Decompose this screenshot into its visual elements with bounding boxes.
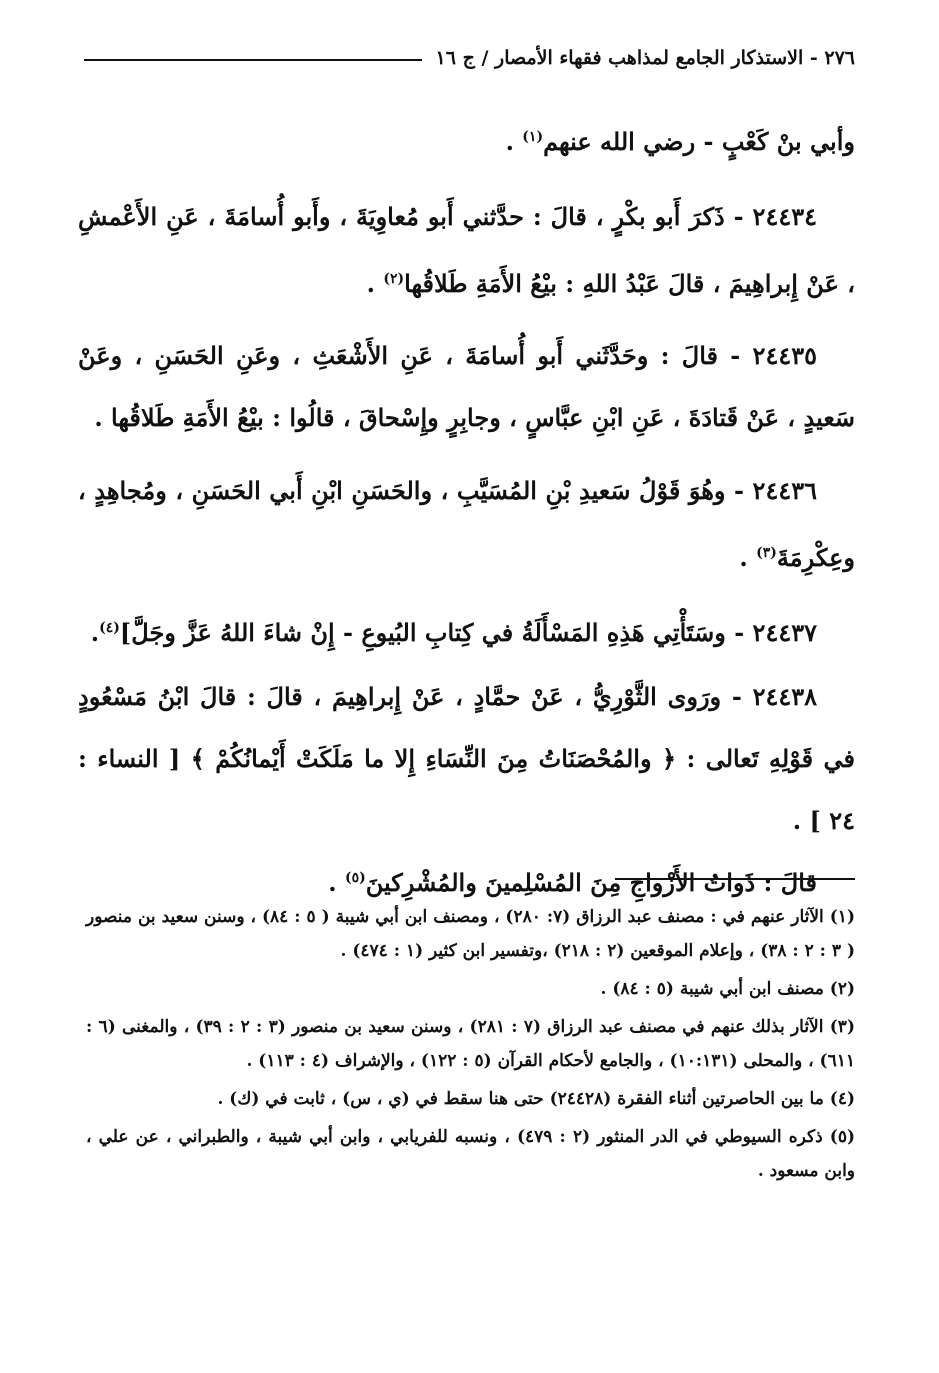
footnote-ref: (٥) xyxy=(345,870,366,886)
footnote-2: (٢) مصنف ابن أبي شيبة (٥ : ٨٤) . xyxy=(600,979,855,999)
paragraph-text: قالَ : ذَواتُ الأَزْواجِ مِنَ المُسْلِمينَ والمُشْرِكينَ xyxy=(365,868,817,897)
footnote-1: (١) الآثار عنهم في : مصنف عبد الرزاق (٧: ٢٨٠) ، ومصنف ابن أبي شيبة ( ٥ : ٨٤) ، وسنن سعيد بن منصور ( ٣ : ٢ : ٣٨) ، وإعلام الموقعين (٢ : ٢١٨) ،وتفسير ابن كثير (١ : ٤٧٤) . xyxy=(86,907,855,961)
footnote-ref: (٣) xyxy=(756,545,777,561)
paragraph-24434 xyxy=(78,183,855,317)
paragraph-24437 xyxy=(78,599,855,666)
paragraph-tail: . xyxy=(366,269,384,298)
main-text xyxy=(78,108,855,914)
footnote-5: (٥) ذكره السيوطي في الدر المنثور (٢ : ٤٧٩) ، ونسبه للفريابي ، وابن أبي شيبة ، والطبراني ، عن علي ، وابن مسعود . xyxy=(86,1127,855,1181)
paragraph-24438 xyxy=(78,666,855,852)
header-title: ٢٧٦ - الاستذكار الجامع لمذاهب فقهاء الأمصار / ج ١٦ xyxy=(435,47,855,69)
paragraph-text: ٢٤٤٣٤ - ذَكرَ أَبو بكْرٍ ، قالَ : حدَّثني أَبو مُعاوِيَةَ ، وأَبو أُسامَةَ ، عَنِ الأَعْمشِ ، عَنْ إِبراهِيمَ ، قالَ عَبْدُ اللهِ : بيْعُ الأَمَةِ طَلاقُها xyxy=(78,202,855,298)
paragraph-tail: . xyxy=(90,618,100,647)
paragraph-24435 xyxy=(78,325,855,449)
paragraph-tail: . xyxy=(739,543,757,572)
footnote-separator xyxy=(615,878,855,880)
paragraph-24436 xyxy=(78,457,855,591)
footnote-3: (٣) الآثار بذلك عنهم في مصنف عبد الرزاق (٧ : ٢٨١) ، وسنن سعيد بن منصور (٣ : ٢ : ٣٩) ، والمغنى (٦ : ٦١١) ، والمحلى (١٠:١٣١) ، والجامع لأحكام القرآن (٥ : ١٢٢) ، والإشراف (٤ : ١١٣) . xyxy=(86,1017,855,1071)
footnote-ref: (١) xyxy=(522,129,544,145)
paragraph-tail: . xyxy=(328,868,345,897)
footnotes xyxy=(86,900,855,1192)
paragraph-text: ٢٤٤٣٧ - وسَتَأْتِي هَذِهِ المَسْأَلَةُ في كِتابِ البُيوعِ - إِنْ شاءَ اللهُ عَزَّ وجَلَّ] xyxy=(119,618,817,647)
paragraph-text: ٢٤٤٣٥ - قالَ : وحَدَّثَني أَبو أُسامَةَ ، عَنِ الأَشْعَثِ ، وعَنِ الحَسَنِ ، وعَنْ سَعيدٍ ، عَنْ قَتادَةَ ، عَنِ ابْنِ عبَّاسٍ ، وجابِرٍ وإِسْحاقَ ، قالُوا : بيْعُ الأَمَةِ طَلاقُها . xyxy=(78,341,855,432)
footnote-4: (٤) ما بين الحاصرتين أثناء الفقرة (٢٤٤٢٨) حتى هنا سقط في (ي ، س) ، ثابت في (ك) . xyxy=(217,1089,855,1109)
header-rule xyxy=(84,59,422,61)
paragraph-continuation xyxy=(78,108,855,175)
paragraph-text: وأبي بنْ كَعْبٍ - رضي الله عنهم xyxy=(543,127,855,156)
running-header xyxy=(84,38,855,78)
paragraph-text: ٢٤٤٣٦ - وهُوَ قَوْلُ سَعيدِ بْنِ المُسَيَّبِ ، والحَسَنِ ابْنِ أَبي الحَسَنِ ، ومُجاهِدٍ ، وعِكْرِمَةَ xyxy=(78,476,855,572)
paragraph-text: ٢٤٤٣٨ - ورَوى الثَّوْرِيُّ ، عَنْ حمَّادٍ ، عَنْ إِبراهِيمَ ، قالَ : قالَ ابْنُ مَسْعُودٍ في قَوْلِهِ تَعالى : ﴿ والمُحْصَنَاتُ مِنَ النِّسَاءِ إِلا ما مَلَكَتْ أَيْمانُكُمْ ﴾ [ النساء : ٢٤ ] . xyxy=(78,682,855,835)
paragraph-tail: . xyxy=(505,127,523,156)
footnote-ref: (٢) xyxy=(383,271,405,287)
footnote-ref: (٤) xyxy=(99,620,120,636)
